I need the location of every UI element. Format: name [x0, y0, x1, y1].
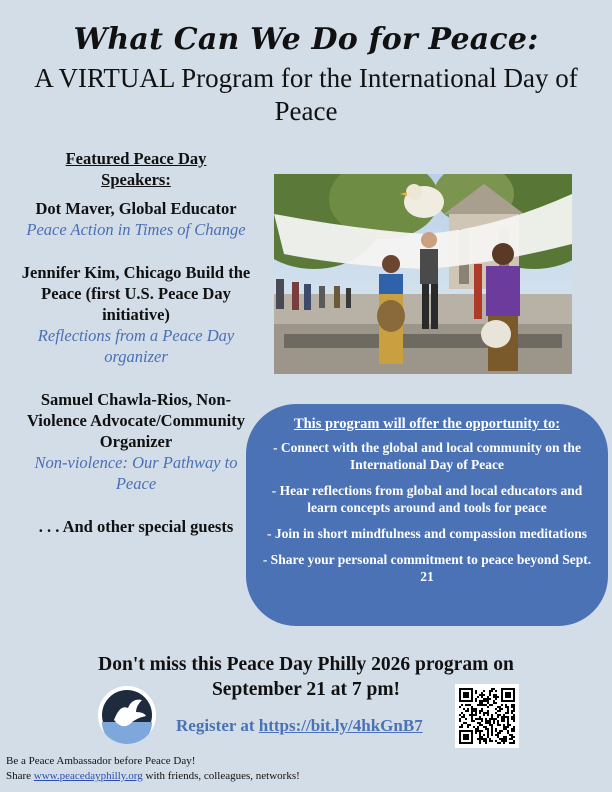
- speaker-topic: Peace Action in Times of Change: [26, 220, 246, 239]
- program-item: - Share your personal commitment to peace beyond Sept. 21: [262, 552, 592, 584]
- speaker-name: Dot Maver, Global Educator: [35, 199, 237, 218]
- call-to-action: Don't miss this Peace Day Philly 2026 program on September 21 at 7 pm!: [98, 654, 514, 700]
- speaker-topic: Non-violence: Our Pathway to Peace: [34, 453, 238, 493]
- page-title: What Can We Do for Peace:: [73, 22, 539, 57]
- speakers-heading: Featured Peace Day Speakers:: [65, 149, 207, 189]
- register-link[interactable]: https://bit.ly/4hkGnB7: [258, 716, 423, 735]
- dove-logo-icon: [98, 686, 156, 744]
- program-item: - Connect with the global and local community on the International Day of Peace: [273, 440, 581, 472]
- speaker-topic: Reflections from a Peace Day organizer: [37, 326, 235, 366]
- register-text: [176, 716, 423, 736]
- program-item: - Hear reflections from global and local educators and learn concepts around and tools for peace: [271, 483, 583, 515]
- page-subtitle: A VIRTUAL Program for the International Day of Peace: [34, 63, 578, 126]
- program-heading: This program will offer the opportunity to:: [293, 416, 561, 432]
- website-link[interactable]: www.peacedayphilly.org: [33, 770, 143, 782]
- peace-day-stage-photo: [274, 174, 572, 374]
- footer-line2: Share www.peacedayphilly.org with friends, colleagues, networks!: [6, 770, 300, 782]
- speaker-item: [20, 389, 252, 494]
- program-item: - Join in short mindfulness and compassion meditations: [267, 526, 587, 541]
- speaker-item: [20, 262, 252, 367]
- footer-line1: Be a Peace Ambassador before Peace Day!: [6, 755, 196, 767]
- footer: [6, 754, 300, 784]
- program-box: [246, 404, 608, 626]
- speaker-name: Samuel Chawla-Rios, Non-Violence Advocate/Community Organizer: [27, 390, 245, 451]
- speakers-section: [20, 148, 252, 537]
- speaker-item: [20, 198, 252, 240]
- other-guests: . . . And other special guests: [38, 517, 234, 536]
- speaker-name: Jennifer Kim, Chicago Build the Peace (first U.S. Peace Day initiative): [21, 263, 251, 324]
- register-prefix: Register at: [176, 716, 259, 735]
- qr-code-icon: [455, 684, 519, 748]
